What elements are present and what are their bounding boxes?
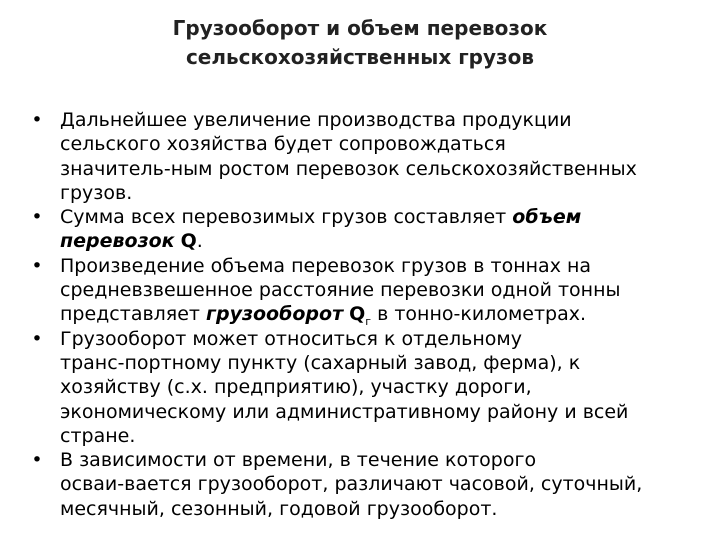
- bullet-3-subscript: г: [365, 315, 372, 329]
- bullet-5-line-1: В зависимости от времени, в течение которого: [60, 449, 537, 472]
- bullet-2-line-1: [60, 205, 710, 229]
- bullet-4-line-4: экономическому или административному району и всей: [60, 400, 629, 423]
- bullet-dot-icon: •: [31, 327, 43, 350]
- bullet-3-symbol: Q: [349, 303, 366, 326]
- bullet-4-line-2: транс-портному пункту (сахарный завод, ферма), к: [60, 351, 581, 374]
- bullet-list: [30, 108, 710, 521]
- bullet-dot-icon: •: [31, 449, 43, 472]
- bullet-2-emphasis-2: перевозок: [60, 230, 175, 253]
- bullet-dot-icon: •: [31, 109, 43, 131]
- bullet-4-line-3: хозяйству (с.х. предприятию), участку дороги,: [60, 376, 532, 399]
- bullet-3-line-3: [60, 302, 710, 329]
- bullet-2-text: Сумма всех перевозимых грузов составляет: [60, 206, 513, 229]
- bullet-2-line-2: [60, 229, 710, 253]
- bullet-1-line-1: Дальнейшее увеличение производства продукции: [60, 109, 572, 131]
- bullet-2-end: .: [196, 230, 203, 253]
- bullet-item-2: [30, 205, 710, 254]
- bullet-3-emphasis: грузооборот: [206, 303, 344, 326]
- bullet-1-line-4: грузов.: [60, 181, 133, 204]
- bullet-item-4: [30, 327, 710, 448]
- title-line-2: сельскохозяйственных грузов: [185, 45, 535, 69]
- bullet-1-line-2: сельского хозяйства будет сопровождаться: [60, 133, 506, 156]
- bullet-1-line-3: значитель-ным ростом перевозок сельскохозяйственных: [60, 157, 637, 180]
- bullet-3-text: представляет: [60, 303, 207, 326]
- slide-title: [0, 14, 720, 72]
- bullet-4-line-1: Грузооборот может относиться к отдельному: [60, 327, 522, 350]
- bullet-3-line-1: Произведение объема перевозок грузов в тоннах на: [60, 254, 592, 277]
- bullet-dot-icon: •: [31, 254, 43, 277]
- bullet-3-end: в тонно-километрах.: [371, 303, 587, 326]
- bullet-2-symbol: Q: [180, 230, 197, 253]
- title-line-1: Грузооборот и объем перевозок: [172, 16, 548, 40]
- bullet-2-emphasis-1: объем: [512, 206, 582, 229]
- bullet-5-line-3: месячный, сезонный, годовой грузооборот.: [60, 497, 498, 520]
- bullet-5-line-2: осваи-вается грузооборот, различают часовой, суточный,: [60, 473, 643, 496]
- bullet-dot-icon: •: [31, 206, 43, 229]
- bullet-item-1: [30, 108, 710, 205]
- bullet-4-line-5: стране.: [60, 424, 136, 447]
- bullet-item-5: [30, 448, 710, 521]
- bullet-item-3: [30, 254, 710, 327]
- bullet-3-line-2: средневзвешенное расстояние перевозки одной тонны: [60, 279, 621, 302]
